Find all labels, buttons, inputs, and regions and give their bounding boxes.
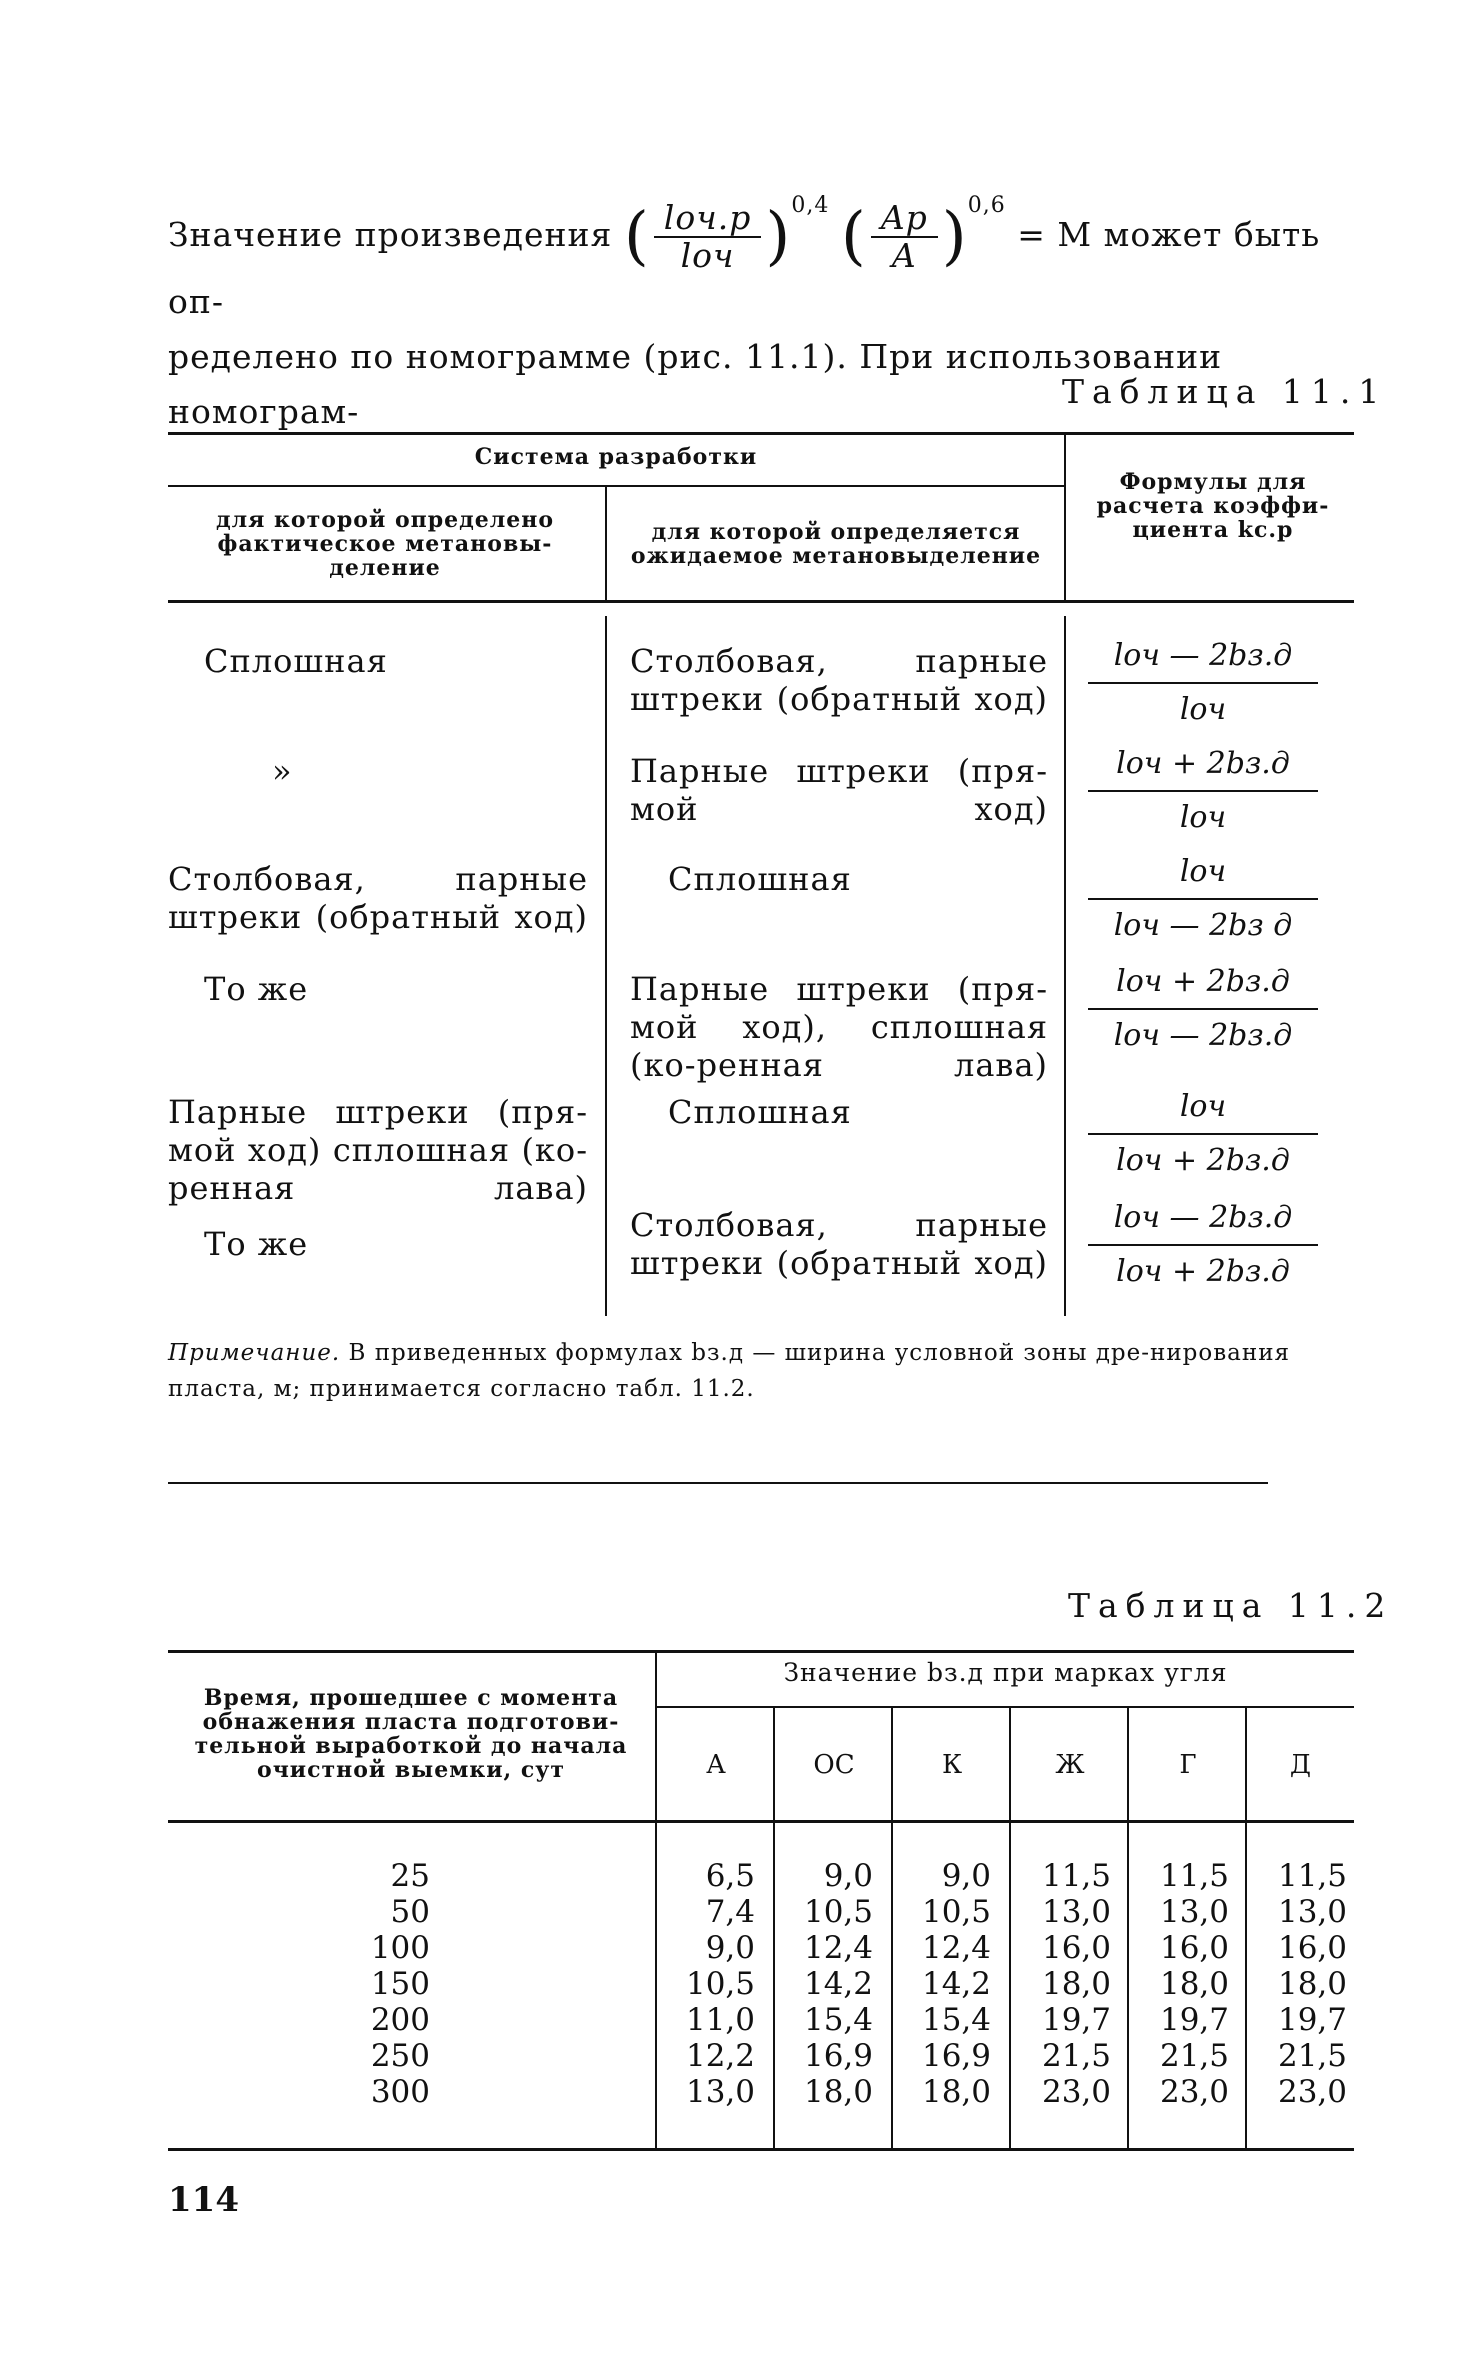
table2-value: 13,0 <box>1277 1894 1347 1930</box>
table2-times-column <box>340 1858 430 2110</box>
table2-col-d <box>1247 1858 1347 2110</box>
table2-value: 18,0 <box>803 2074 873 2110</box>
table1-row1-formula: lоч — 2bз.д lоч <box>1088 636 1318 730</box>
table2-value: 11,0 <box>685 2002 755 2038</box>
table2-time-value: 150 <box>370 1966 430 2002</box>
table2-value: 13,0 <box>685 2074 755 2110</box>
table1-caption: Таблица 11.1 <box>1062 372 1388 411</box>
table2-header-rule <box>168 1820 1354 1823</box>
table1-row4-formula: lоч + 2bз.д lоч — 2bз.д <box>1088 962 1318 1056</box>
table1-group-rule <box>168 485 1064 487</box>
table2-caption: Таблица 11.2 <box>1068 1586 1394 1625</box>
table2-value: 14,2 <box>921 1966 991 2002</box>
table2-value: 10,5 <box>803 1894 873 1930</box>
section-separator <box>168 1482 1268 1484</box>
intro-line-2: ределено по номограмме (рис. 11.1). При использовании номограм- <box>168 337 1223 431</box>
table1-row2-formula: lоч + 2bз.д lоч <box>1088 744 1318 838</box>
table2-value: 18,0 <box>921 2074 991 2110</box>
table1-row4-col1: То же <box>204 970 309 1008</box>
table2-time-value: 100 <box>370 1930 430 1966</box>
table2-value: 16,0 <box>1277 1930 1347 1966</box>
paren-open-icon: ( <box>840 199 867 274</box>
table1-header-col1: для которой определено фактическое метановы-деление <box>215 507 555 581</box>
table2-value: 23,0 <box>1159 2074 1229 2110</box>
table2-value: 16,9 <box>803 2038 873 2074</box>
table1-row2-col1: » <box>272 752 293 790</box>
intro-text-before: Значение произведения <box>168 215 613 254</box>
table2-value: 15,4 <box>803 2002 873 2038</box>
fraction-2: $\frac{Aр}{A}$ <box>871 200 938 274</box>
table1-row4-col2: Парные штреки (пря-мой ход), сплошная (ко-ренная лава) <box>630 970 1048 1084</box>
page-number: 114 <box>168 2180 239 2220</box>
table2-col-a <box>657 1858 755 2110</box>
table2-bottom-rule <box>168 2148 1354 2151</box>
table2-value: 10,5 <box>685 1966 755 2002</box>
note-text: В приведенных формулах bз.д — ширина условной зоны дре-нирования пласта, м; принимается согласно табл. 11.2. <box>168 1340 1291 1402</box>
table1-body-divider-1 <box>605 616 607 1316</box>
intro-line-1 <box>168 178 1348 329</box>
table2-value: 12,2 <box>685 2038 755 2074</box>
table1-row5-formula: lоч lоч + 2bз.д <box>1088 1087 1318 1181</box>
table1-row1-col1: Сплошная <box>204 642 388 680</box>
exponent-2: 0,6 <box>967 193 1006 218</box>
table2-time-value: 200 <box>370 2002 430 2038</box>
table1-row3-formula: lоч lоч — 2bз д <box>1088 852 1318 946</box>
table2-value: 13,0 <box>1041 1894 1111 1930</box>
table1-row3-col2: Сплошная <box>668 860 852 898</box>
table1-header-group: Система разработки <box>474 444 758 470</box>
table1-row5-col2: Сплошная <box>668 1093 852 1131</box>
table1-top-rule <box>168 432 1354 435</box>
table2-value: 21,5 <box>1159 2038 1229 2074</box>
table2-group-rule <box>657 1706 1354 1708</box>
table2-value: 18,0 <box>1277 1966 1347 2002</box>
table2-grade-0: А <box>706 1750 726 1780</box>
table2-value: 21,5 <box>1041 2038 1111 2074</box>
table2-value: 18,0 <box>1159 1966 1229 2002</box>
table2-value: 11,5 <box>1159 1858 1229 1894</box>
table2-top-rule <box>168 1650 1354 1653</box>
table2-grade-1: ОС <box>813 1750 855 1780</box>
table2-grade-2: К <box>941 1750 963 1780</box>
table2-value: 19,7 <box>1277 2002 1347 2038</box>
paren-close-icon: ) <box>941 199 968 274</box>
table2-value: 11,5 <box>1277 1858 1347 1894</box>
table1-header-col3: Формулы для расчета коэффи-циента kс.р <box>1096 469 1330 543</box>
table2-value: 13,0 <box>1159 1894 1229 1930</box>
table2-value: 18,0 <box>1041 1966 1111 2002</box>
table2-value: 14,2 <box>803 1966 873 2002</box>
table1-header-col2: для которой определяется ожидаемое метановыделение <box>630 519 1042 569</box>
table2-value: 11,5 <box>1041 1858 1111 1894</box>
table2-value: 16,9 <box>921 2038 991 2074</box>
table1-row6-col1: То же <box>204 1225 309 1263</box>
table2-value: 19,7 <box>1159 2002 1229 2038</box>
table2-value: 7,4 <box>705 1894 755 1930</box>
table2-time-value: 25 <box>390 1858 430 1894</box>
table1-row5-col1: Парные штреки (пря-мой ход) сплошная (ко-ренная лава) <box>168 1093 588 1207</box>
table2-col-k <box>893 1858 991 2110</box>
table2-grade-5: Д <box>1289 1750 1312 1780</box>
table2-value: 19,7 <box>1041 2002 1111 2038</box>
fraction-1: $\frac{\text{lоч.р}}{\text{lоч}}$ <box>654 200 762 274</box>
table2-value: 10,5 <box>921 1894 991 1930</box>
table2-col-zh <box>1011 1858 1111 2110</box>
table2-col-g <box>1129 1858 1229 2110</box>
table2-value: 23,0 <box>1041 2074 1111 2110</box>
table1-header-divider-2 <box>1064 435 1066 602</box>
table2-header-time: Время, прошедшее с момента обнажения пласта подготови-тельной выработкой до начала очистной выемки, сут <box>194 1685 628 1783</box>
table2-value: 12,4 <box>803 1930 873 1966</box>
table1-note <box>168 1335 1348 1407</box>
table1-row3-col1: Столбовая, парные штреки (обратный ход) <box>168 860 588 936</box>
table1-header-rule <box>168 600 1354 603</box>
table1-row6-col2: Столбовая, парные штреки (обратный ход) <box>630 1206 1048 1282</box>
table1-row1-col2: Столбовая, парные штреки (обратный ход) <box>630 642 1048 718</box>
table1-header-divider-1 <box>605 487 607 602</box>
table2-value: 6,5 <box>705 1858 755 1894</box>
table2-value: 16,0 <box>1041 1930 1111 1966</box>
table2-time-value: 250 <box>370 2038 430 2074</box>
table2-value: 23,0 <box>1277 2074 1347 2110</box>
table1-body-divider-2 <box>1064 616 1066 1316</box>
table1-row2-col2: Парные штреки (пря-мой ход) <box>630 752 1048 828</box>
table2-value: 16,0 <box>1159 1930 1229 1966</box>
table2-time-value: 50 <box>390 1894 430 1930</box>
table2-header-group: Значение bз.д при марках угля <box>783 1658 1228 1687</box>
paren-open-icon: ( <box>623 199 650 274</box>
table2-value: 12,4 <box>921 1930 991 1966</box>
table2-value: 21,5 <box>1277 2038 1347 2074</box>
note-label: Примечание. <box>168 1340 341 1366</box>
table2-value: 9,0 <box>941 1858 991 1894</box>
table2-value: 9,0 <box>705 1930 755 1966</box>
table2-time-value: 300 <box>370 2074 430 2110</box>
table2-grade-4: Г <box>1179 1750 1197 1780</box>
table1-row6-formula: lоч — 2bз.д lоч + 2bз.д <box>1088 1198 1318 1292</box>
exponent-1: 0,4 <box>791 193 830 218</box>
paren-close-icon: ) <box>765 199 792 274</box>
table2-col-os <box>775 1858 873 2110</box>
intro-text-after: = M может быть оп- <box>168 215 1321 321</box>
table2-grade-3: Ж <box>1055 1750 1085 1780</box>
table2-value: 15,4 <box>921 2002 991 2038</box>
table2-value: 9,0 <box>823 1858 873 1894</box>
